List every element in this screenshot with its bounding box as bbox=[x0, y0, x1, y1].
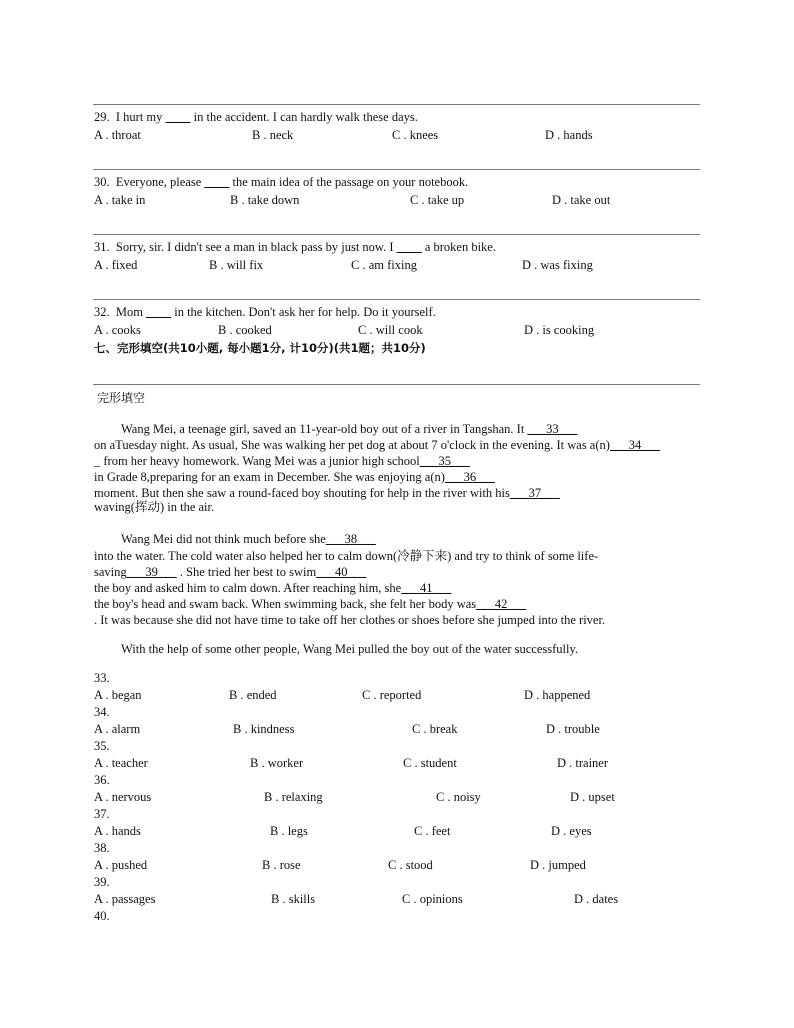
passage-line: Wang Mei, a teenage girl, saved an 11-year-old boy out of a river in Tangshan. It ___33___ bbox=[121, 422, 578, 436]
option-c[interactable]: C . feet bbox=[414, 824, 451, 838]
blank-41: ___41___ bbox=[401, 581, 452, 595]
question-number: 30. bbox=[94, 175, 110, 189]
option-d[interactable]: D . eyes bbox=[551, 824, 592, 838]
passage-line: With the help of some other people, Wang Mei pulled the boy out of the water successfully. bbox=[121, 642, 579, 656]
stem-text: Mom bbox=[115, 305, 143, 319]
option-a[interactable]: A . fixed bbox=[94, 258, 138, 272]
option-c[interactable]: C . knees bbox=[392, 128, 439, 142]
option-a[interactable]: A . hands bbox=[94, 824, 141, 838]
option-b[interactable]: B . ended bbox=[229, 688, 277, 702]
passage-line: moment. But then she saw a round-faced boy shouting for help in the river with his___37___ bbox=[94, 486, 560, 500]
passage-line: the boy and asked him to calm down. After reaching him, she___41___ bbox=[94, 581, 452, 595]
question-31-stem bbox=[94, 239, 496, 255]
option-d[interactable]: D . is cooking bbox=[524, 323, 595, 337]
passage-line: Wang Mei did not think much before she___38___ bbox=[121, 532, 376, 546]
passage-line: the boy's head and swam back. When swimming back, she felt her body was___42___ bbox=[94, 597, 527, 611]
option-a[interactable]: A . nervous bbox=[94, 790, 152, 804]
divider bbox=[93, 384, 700, 385]
stem-text: in the accident. I can hardly walk these days. bbox=[193, 110, 418, 124]
option-c[interactable]: C . am fixing bbox=[351, 258, 417, 272]
blank-39: ___39___ bbox=[126, 565, 177, 579]
option-a[interactable]: A . teacher bbox=[94, 756, 148, 770]
blank-40: ___40___ bbox=[316, 565, 367, 579]
option-c[interactable]: C . break bbox=[412, 722, 458, 736]
option-d[interactable]: D . trouble bbox=[546, 722, 600, 736]
answer-blank: ____ bbox=[165, 110, 191, 124]
question-number: 39. bbox=[94, 875, 110, 889]
stem-text: Sorry, sir. I didn't see a man in black pass by just now. I bbox=[115, 240, 394, 254]
answer-blank: ____ bbox=[204, 175, 230, 189]
option-a[interactable]: A . began bbox=[94, 688, 142, 702]
divider bbox=[93, 104, 700, 105]
stem-text: I hurt my bbox=[115, 110, 163, 124]
option-c[interactable]: C . opinions bbox=[402, 892, 463, 906]
divider bbox=[93, 169, 700, 170]
divider bbox=[93, 234, 700, 235]
passage-line: in Grade 8,preparing for an exam in December. She was enjoying a(n)___36___ bbox=[94, 470, 495, 484]
question-number: 34. bbox=[94, 705, 110, 719]
question-32-stem bbox=[94, 304, 436, 320]
option-a[interactable]: A . take in bbox=[94, 193, 146, 207]
passage-line: on aTuesday night. As usual, She was walking her pet dog at about 7 o'clock in the evening. It was a(n)___34___ bbox=[94, 438, 660, 452]
blank-35: ___35___ bbox=[419, 454, 470, 468]
option-a[interactable]: A . throat bbox=[94, 128, 141, 142]
passage-line: _ from her heavy homework. Wang Mei was a junior high school___35___ bbox=[94, 454, 470, 468]
option-d[interactable]: D . hands bbox=[545, 128, 593, 142]
option-b[interactable]: B . cooked bbox=[218, 323, 272, 337]
question-29-stem bbox=[94, 109, 418, 125]
passage-line: waving(挥动) in the air. bbox=[94, 500, 215, 514]
blank-33: ___33___ bbox=[527, 422, 578, 436]
stem-text: the main idea of the passage on your notebook. bbox=[232, 175, 469, 189]
answer-blank: ____ bbox=[146, 305, 172, 319]
divider bbox=[93, 299, 700, 300]
blank-36: ___36___ bbox=[444, 470, 495, 484]
option-c[interactable]: C . noisy bbox=[436, 790, 481, 804]
option-a[interactable]: A . alarm bbox=[94, 722, 141, 736]
question-number: 29. bbox=[94, 110, 110, 124]
blank-38: ___38___ bbox=[325, 532, 376, 546]
question-number: 40. bbox=[94, 909, 110, 923]
option-d[interactable]: D . trainer bbox=[557, 756, 609, 770]
option-b[interactable]: B . legs bbox=[270, 824, 308, 838]
passage-line: . It was because she did not have time to take off her clothes or shoes before she jumped into the river. bbox=[94, 613, 606, 627]
option-d[interactable]: D . was fixing bbox=[522, 258, 593, 272]
option-a[interactable]: A . cooks bbox=[94, 323, 141, 337]
option-d[interactable]: D . dates bbox=[574, 892, 619, 906]
blank-34: ___34___ bbox=[609, 438, 660, 452]
passage-line: saving___39___ . She tried her best to swim___40___ bbox=[94, 565, 367, 579]
option-c[interactable]: C . student bbox=[403, 756, 457, 770]
stem-text: Everyone, please bbox=[115, 175, 202, 189]
option-b[interactable]: B . skills bbox=[271, 892, 316, 906]
stem-text: a broken bike. bbox=[424, 240, 496, 254]
option-c[interactable]: C . stood bbox=[388, 858, 433, 872]
section-title: 七、完形填空(共10小题, 每小题1分, 计10分)(共1题；共10分) bbox=[94, 341, 426, 355]
cloze-heading: 完形填空 bbox=[97, 391, 146, 405]
question-number: 32. bbox=[94, 305, 110, 319]
option-c[interactable]: C . take up bbox=[410, 193, 465, 207]
option-a[interactable]: A . pushed bbox=[94, 858, 148, 872]
option-b[interactable]: B . take down bbox=[230, 193, 300, 207]
option-c[interactable]: C . will cook bbox=[358, 323, 423, 337]
answer-blank: ____ bbox=[396, 240, 422, 254]
option-a[interactable]: A . passages bbox=[94, 892, 156, 906]
option-b[interactable]: B . will fix bbox=[209, 258, 264, 272]
passage-line: into the water. The cold water also helped her to calm down(冷静下来) and try to think of some life- bbox=[94, 549, 599, 563]
option-d[interactable]: D . jumped bbox=[530, 858, 586, 872]
question-number: 33. bbox=[94, 671, 110, 685]
option-d[interactable]: D . take out bbox=[552, 193, 611, 207]
stem-text: in the kitchen. Don't ask her for help. Do it yourself. bbox=[174, 305, 436, 319]
blank-37: ___37___ bbox=[509, 486, 560, 500]
question-number: 37. bbox=[94, 807, 110, 821]
blank-42: ___42___ bbox=[476, 597, 527, 611]
question-number: 31. bbox=[94, 240, 110, 254]
option-b[interactable]: B . rose bbox=[262, 858, 301, 872]
question-30-stem bbox=[94, 174, 468, 190]
option-b[interactable]: B . worker bbox=[250, 756, 304, 770]
option-b[interactable]: B . neck bbox=[252, 128, 294, 142]
option-b[interactable]: B . kindness bbox=[233, 722, 295, 736]
question-number: 38. bbox=[94, 841, 110, 855]
question-number: 35. bbox=[94, 739, 110, 753]
question-number: 36. bbox=[94, 773, 110, 787]
option-b[interactable]: B . relaxing bbox=[264, 790, 323, 804]
option-c[interactable]: C . reported bbox=[362, 688, 422, 702]
option-d[interactable]: D . happened bbox=[524, 688, 591, 702]
option-d[interactable]: D . upset bbox=[570, 790, 615, 804]
